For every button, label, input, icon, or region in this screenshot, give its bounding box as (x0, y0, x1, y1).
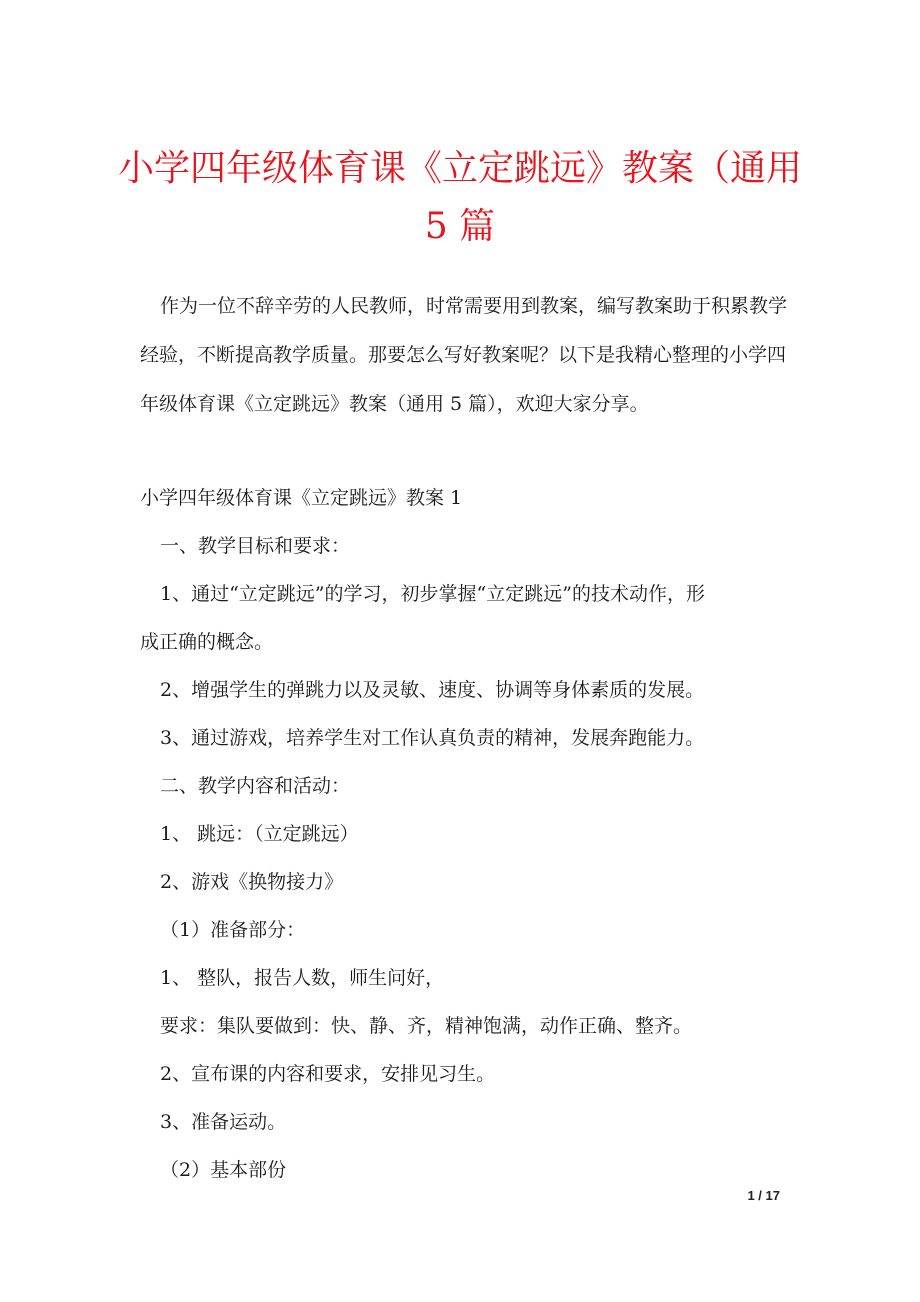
paragraph: 3、通过游戏，培养学生对工作认真负责的精神，发展奔跑能力。 (160, 727, 705, 749)
paragraph: 二、教学内容和活动： (160, 775, 351, 797)
paragraph: 2、增强学生的弹跳力以及灵敏、速度、协调等身体素质的发展。 (160, 679, 705, 701)
document-title (100, 140, 820, 256)
paragraph: （2）基本部份 (160, 1159, 287, 1181)
title-line-2: 5 篇 (424, 206, 496, 247)
title-line-1: 小学四年级体育课《立定跳远》教案（通用 (117, 148, 802, 189)
paragraph: 2、宣布课的内容和要求，安排见习生。 (160, 1063, 496, 1085)
paragraph: 要求：集队要做到：快、静、齐，精神饱满，动作正确、整齐。 (160, 1015, 693, 1037)
paragraph: 1、 跳远：（立定跳远） (160, 823, 359, 845)
paragraph: 1、通过“立定跳远”的学习，初步掌握“立定跳远”的技术动作，形 (160, 583, 705, 605)
paragraph: 1、 整队，报告人数，师生问好， (160, 967, 445, 989)
page-number: 1 / 17 (747, 1188, 780, 1203)
paragraph: 成正确的概念。 (140, 631, 274, 653)
section-heading: 小学四年级体育课《立定跳远》教案 1 (140, 487, 463, 509)
paragraph: 3、准备运动。 (160, 1111, 287, 1133)
paragraph: （1）准备部分： (160, 919, 306, 941)
paragraph: 一、教学目标和要求： (160, 535, 351, 557)
intro-paragraph: 作为一位不辞辛劳的人民教师，时常需要用到教案，编写教案助于积累教学经验，不断提高教学质量。那要怎么写好教案呢？以下是我精心整理的小学四年级体育课《立定跳远》教案（通用 5 篇），欢迎大家分享。 (140, 295, 788, 415)
paragraph: 2、游戏《换物接力》 (160, 871, 344, 893)
